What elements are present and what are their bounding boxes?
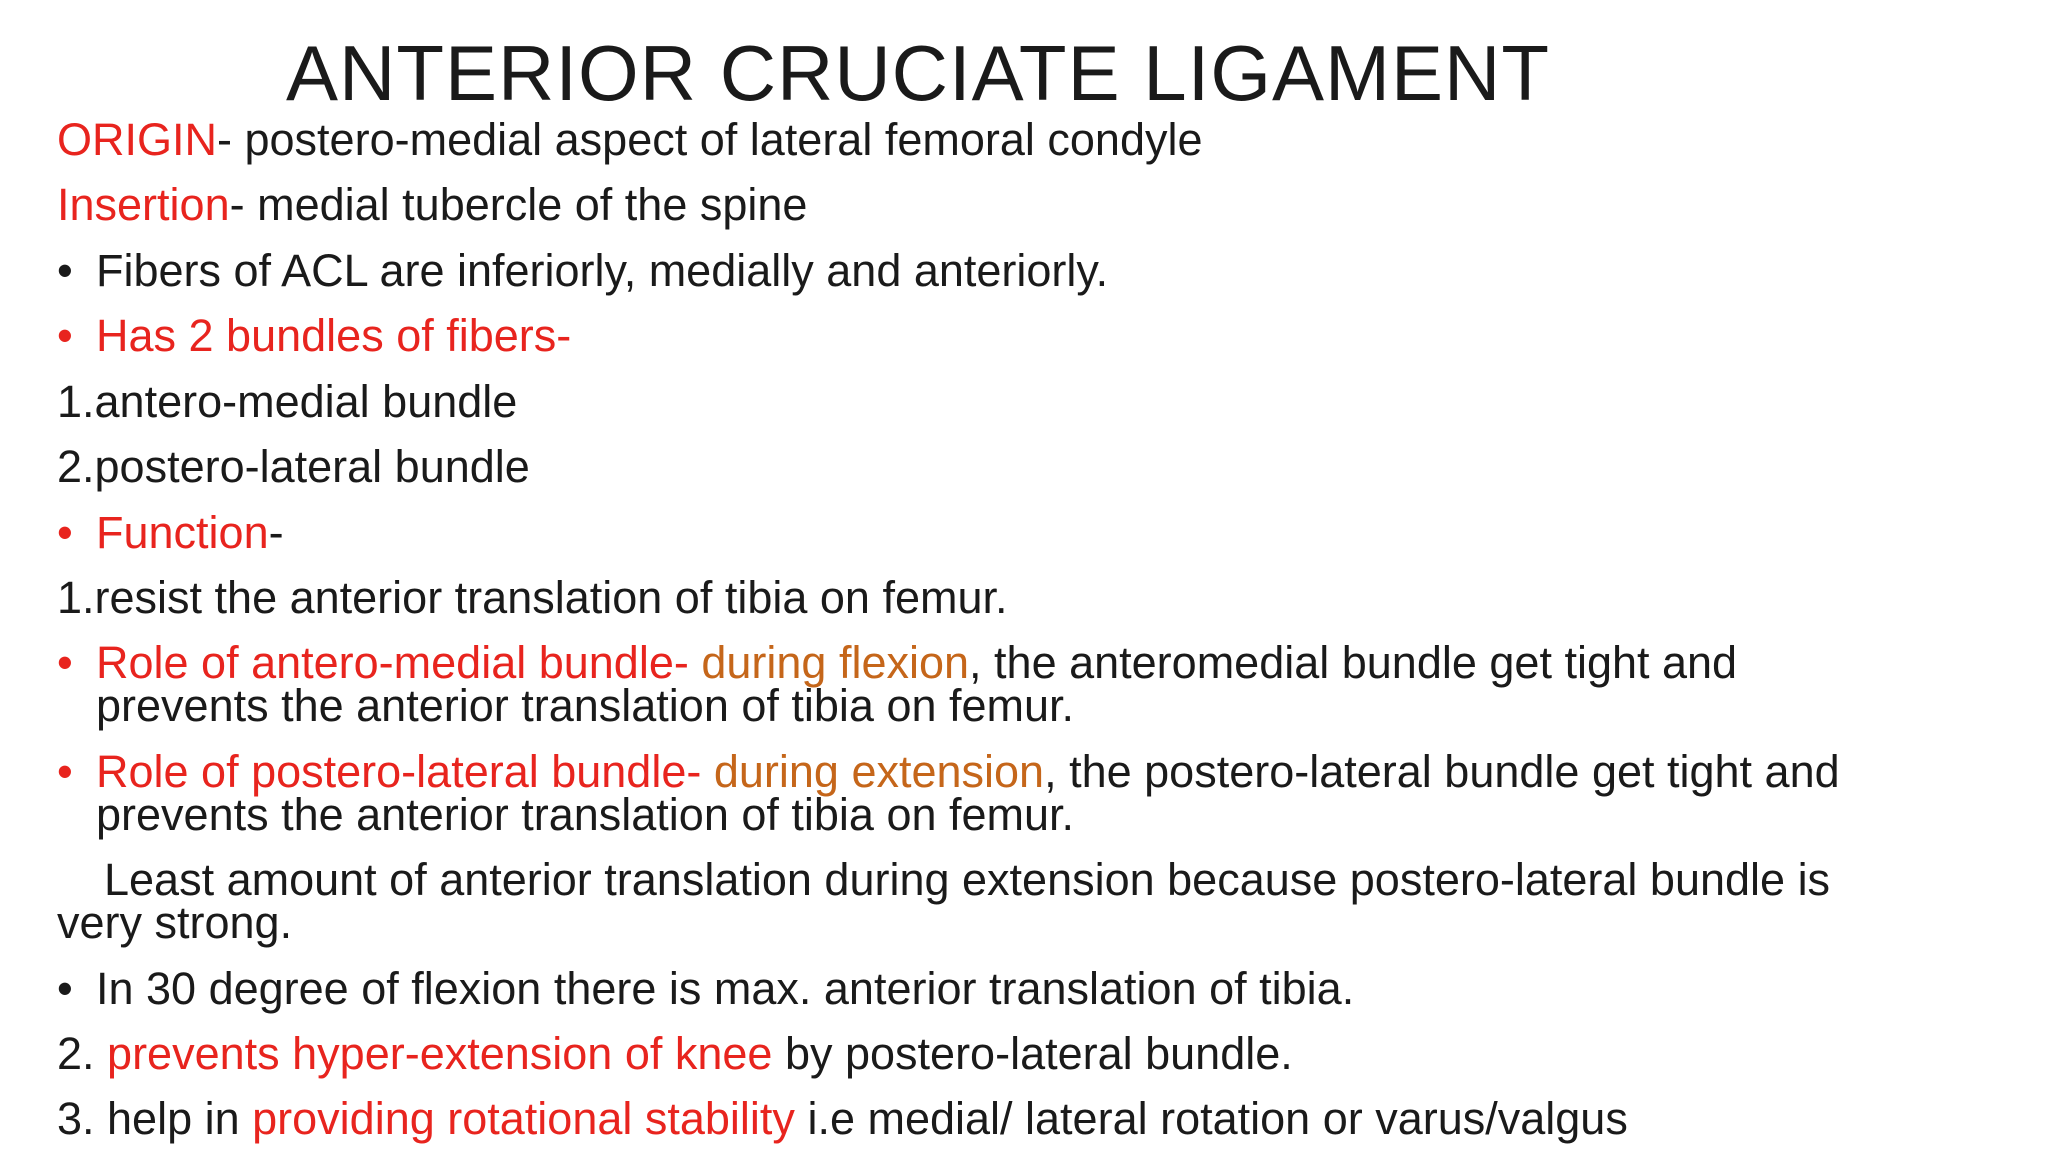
fibers-direction-item (57, 245, 1109, 296)
function-2 (57, 1028, 1293, 1079)
least-translation-line1: Least amount of anterior translation during extension because postero-lateral bundle is (104, 854, 1831, 905)
function-heading-suffix: - (268, 507, 284, 558)
function-2-number: 2. (57, 1028, 108, 1079)
insertion-label: Insertion (57, 179, 230, 230)
role-am-phase: during flexion (701, 637, 970, 688)
bundle-antero-medial: 1.antero-medial bundle (57, 376, 518, 427)
function-heading-item (57, 507, 284, 558)
origin-line (57, 114, 1203, 165)
function-1: 1.resist the anterior translation of tibia on femur. (57, 572, 1008, 623)
bullet-icon: • (57, 637, 73, 688)
max-translation-text: In 30 degree of flexion there is max. anterior translation of tibia. (96, 963, 1355, 1014)
insertion-line (57, 179, 808, 230)
bundles-heading-item (57, 310, 572, 361)
fibers-direction-text: Fibers of ACL are inferiorly, medially and anteriorly. (96, 245, 1109, 296)
bundles-heading-text: Has 2 bundles of fibers- (96, 310, 572, 361)
bullet-icon: • (57, 746, 73, 797)
role-pl-label: Role of postero-lateral bundle- (96, 746, 714, 797)
function-heading-label: Function (96, 507, 269, 558)
role-pl-text: , the postero-lateral bundle get tight and (1044, 746, 1840, 797)
role-am-continuation: prevents the anterior translation of tibia on femur. (96, 680, 1075, 731)
bullet-icon: • (57, 963, 73, 1014)
bullet-icon: • (57, 507, 73, 558)
least-translation-line2: very strong. (57, 897, 293, 948)
bundle-postero-lateral: 2.postero-lateral bundle (57, 441, 530, 492)
bullet-icon: • (57, 245, 73, 296)
role-am-text: , the anteromedial bundle get tight and (969, 637, 1738, 688)
bullet-icon: • (57, 310, 73, 361)
role-am-item (57, 637, 1738, 688)
role-pl-item (57, 746, 1840, 797)
function-2-highlight: prevents hyper-extension of knee (107, 1028, 773, 1079)
max-translation-item (57, 963, 1355, 1014)
function-3-text: i.e medial/ lateral rotation or varus/valgus (794, 1093, 1628, 1144)
function-2-text: by postero-lateral bundle. (772, 1028, 1293, 1079)
role-am-label: Role of antero-medial bundle- (96, 637, 702, 688)
origin-text: - postero-medial aspect of lateral femoral condyle (217, 114, 1203, 165)
role-pl-phase: during extension (713, 746, 1045, 797)
insertion-text: - medial tubercle of the spine (229, 179, 808, 230)
function-3-number: 3. help in (57, 1093, 253, 1144)
function-3-highlight: providing rotational stability (252, 1093, 795, 1144)
slide-title: ANTERIOR CRUCIATE LIGAMENT (286, 29, 1550, 117)
origin-label: ORIGIN (57, 114, 218, 165)
role-pl-continuation: prevents the anterior translation of tibia on femur. (96, 789, 1075, 840)
function-3 (57, 1093, 1628, 1144)
